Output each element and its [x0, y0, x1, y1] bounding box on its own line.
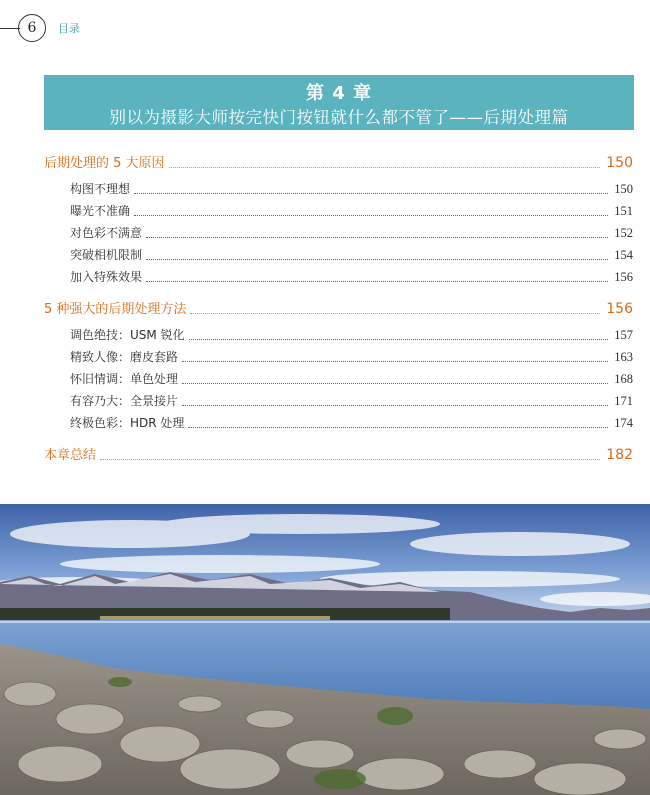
toc-item-title: 精致人像：磨皮套路	[70, 350, 179, 364]
dot-leader	[182, 360, 608, 362]
toc-section-title: 本章总结	[44, 448, 97, 463]
toc-item[interactable]	[70, 392, 633, 409]
header-label: 目录	[58, 22, 80, 35]
toc-section[interactable]	[44, 298, 633, 317]
toc-section-page: 150	[606, 155, 633, 171]
dot-leader	[188, 426, 608, 428]
toc-item[interactable]	[70, 370, 633, 387]
dot-leader	[146, 280, 608, 282]
toc-item-title: 终极色彩：HDR 处理	[70, 416, 185, 430]
toc-section-title: 5 种强大的后期处理方法	[44, 302, 187, 317]
dot-leader	[134, 214, 608, 216]
toc-section-page: 156	[606, 301, 633, 317]
toc-item[interactable]	[70, 348, 633, 365]
landscape-lake-mountains-image	[0, 504, 650, 795]
dot-leader	[134, 192, 608, 194]
toc-item-title: 突破相机限制	[70, 248, 143, 262]
toc-item-page: 156	[614, 270, 633, 284]
toc-item[interactable]	[70, 202, 633, 219]
toc-item-title: 构图不理想	[70, 182, 131, 196]
page-header	[0, 12, 200, 44]
dot-leader	[100, 458, 600, 460]
toc-item-page: 151	[614, 204, 633, 218]
toc-item[interactable]	[70, 180, 633, 197]
toc-item-page: 150	[614, 182, 633, 196]
toc-item[interactable]	[70, 326, 633, 343]
toc-item-page: 168	[614, 372, 633, 386]
toc-item[interactable]	[70, 268, 633, 285]
toc-section-page: 182	[606, 447, 633, 463]
toc-item-page: 163	[614, 350, 633, 364]
toc-item-title: 有容乃大：全景接片	[70, 394, 179, 408]
toc-item-title: 怀旧情调：单色处理	[70, 372, 179, 386]
toc-section-title: 后期处理的 5 大原因	[44, 156, 165, 171]
toc-item-page: 171	[614, 394, 633, 408]
toc-item-title: 对色彩不满意	[70, 226, 143, 240]
dot-leader	[169, 166, 601, 168]
toc-item[interactable]	[70, 224, 633, 241]
header-rule	[0, 28, 20, 29]
dot-leader	[182, 404, 608, 406]
toc-item[interactable]	[70, 246, 633, 263]
chapter-banner	[44, 75, 634, 130]
dot-leader	[182, 382, 608, 384]
dot-leader	[189, 338, 609, 340]
toc-item-title: 曝光不准确	[70, 204, 131, 218]
toc-item-title: 调色绝技：USM 锐化	[70, 328, 185, 342]
toc-item-page: 152	[614, 226, 633, 240]
dot-leader	[146, 236, 608, 238]
landscape-photo	[0, 504, 650, 795]
toc-item-page: 157	[614, 328, 633, 342]
page-number: 6	[18, 14, 46, 42]
chapter-title: 第 4 章	[305, 83, 373, 104]
toc-section[interactable]	[44, 152, 633, 171]
chapter-subtitle: 别以为摄影大师按完快门按钮就什么都不管了——后期处理篇	[109, 108, 569, 127]
dot-leader	[146, 258, 608, 260]
toc-item[interactable]	[70, 414, 633, 431]
toc-item-page: 154	[614, 248, 633, 262]
dot-leader	[190, 312, 600, 314]
toc-item-title: 加入特殊效果	[70, 270, 143, 284]
toc-section[interactable]	[44, 444, 633, 463]
toc-item-page: 174	[614, 416, 633, 430]
